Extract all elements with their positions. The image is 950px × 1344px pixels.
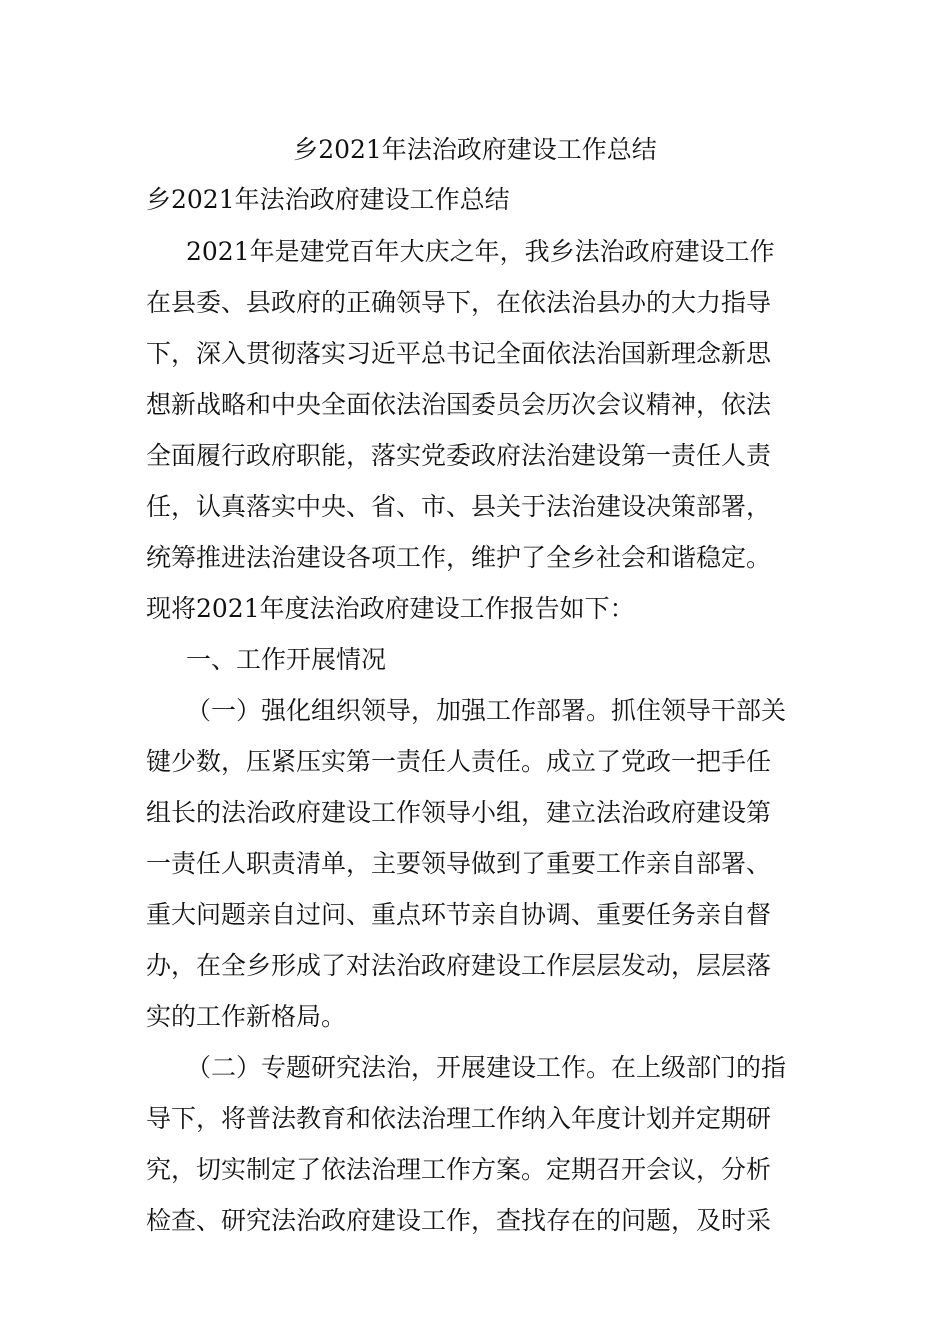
document-subtitle: 乡2021年法治政府建设工作总结 bbox=[146, 185, 510, 214]
paragraph-line: 办，在全乡形成了对法治政府建设工作层层发动，层层落 bbox=[146, 951, 772, 980]
paragraph-line: 下，深入贯彻落实习近平总书记全面依法治国新理念新思 bbox=[146, 339, 772, 368]
paragraph-line: 现将2021年度法治政府建设工作报告如下： bbox=[146, 594, 635, 623]
paragraph-line: 重大问题亲自过问、重点环节亲自协调、重要任务亲自督 bbox=[146, 900, 772, 929]
paragraph-line: 检查、研究法治政府建设工作，查找存在的问题，及时采 bbox=[146, 1206, 772, 1235]
paragraph-line: 究，切实制定了依法治理工作方案。定期召开会议，分析 bbox=[146, 1155, 772, 1184]
paragraph-line: 导下，将普法教育和依法治理工作纳入年度计划并定期研 bbox=[146, 1104, 772, 1133]
paragraph-line: 实的工作新格局。 bbox=[146, 1002, 347, 1031]
paragraph-line: 任，认真落实中央、省、市、县关于法治建设决策部署， bbox=[146, 492, 772, 521]
paragraph-line: 全面履行政府职能，落实党委政府法治建设第一责任人责 bbox=[146, 441, 772, 470]
paragraph-line: 组长的法治政府建设工作领导小组，建立法治政府建设第 bbox=[146, 798, 772, 827]
paragraph-line: 想新战略和中央全面依法治国委员会历次会议精神，依法 bbox=[146, 390, 772, 419]
paragraph-line: 键少数，压紧压实第一责任人责任。成立了党政一把手任 bbox=[146, 747, 772, 776]
section-heading: 一、工作开展情况 bbox=[186, 645, 387, 674]
document-title: 乡2021年法治政府建设工作总结 bbox=[293, 135, 657, 164]
paragraph-line: 统筹推进法治建设各项工作，维护了全乡社会和谐稳定。 bbox=[146, 543, 772, 572]
paragraph-line: （一）强化组织领导，加强工作部署。抓住领导干部关 bbox=[186, 696, 787, 725]
paragraph-line: 在县委、县政府的正确领导下，在依法治县办的大力指导 bbox=[146, 288, 772, 317]
paragraph-line: 一责任人职责清单，主要领导做到了重要工作亲自部署、 bbox=[146, 849, 772, 878]
document-body bbox=[146, 234, 816, 1254]
paragraph-line: 2021年是建党百年大庆之年，我乡法治政府建设工作 bbox=[186, 237, 775, 266]
paragraph-line: （二）专题研究法治，开展建设工作。在上级部门的指 bbox=[186, 1053, 787, 1082]
